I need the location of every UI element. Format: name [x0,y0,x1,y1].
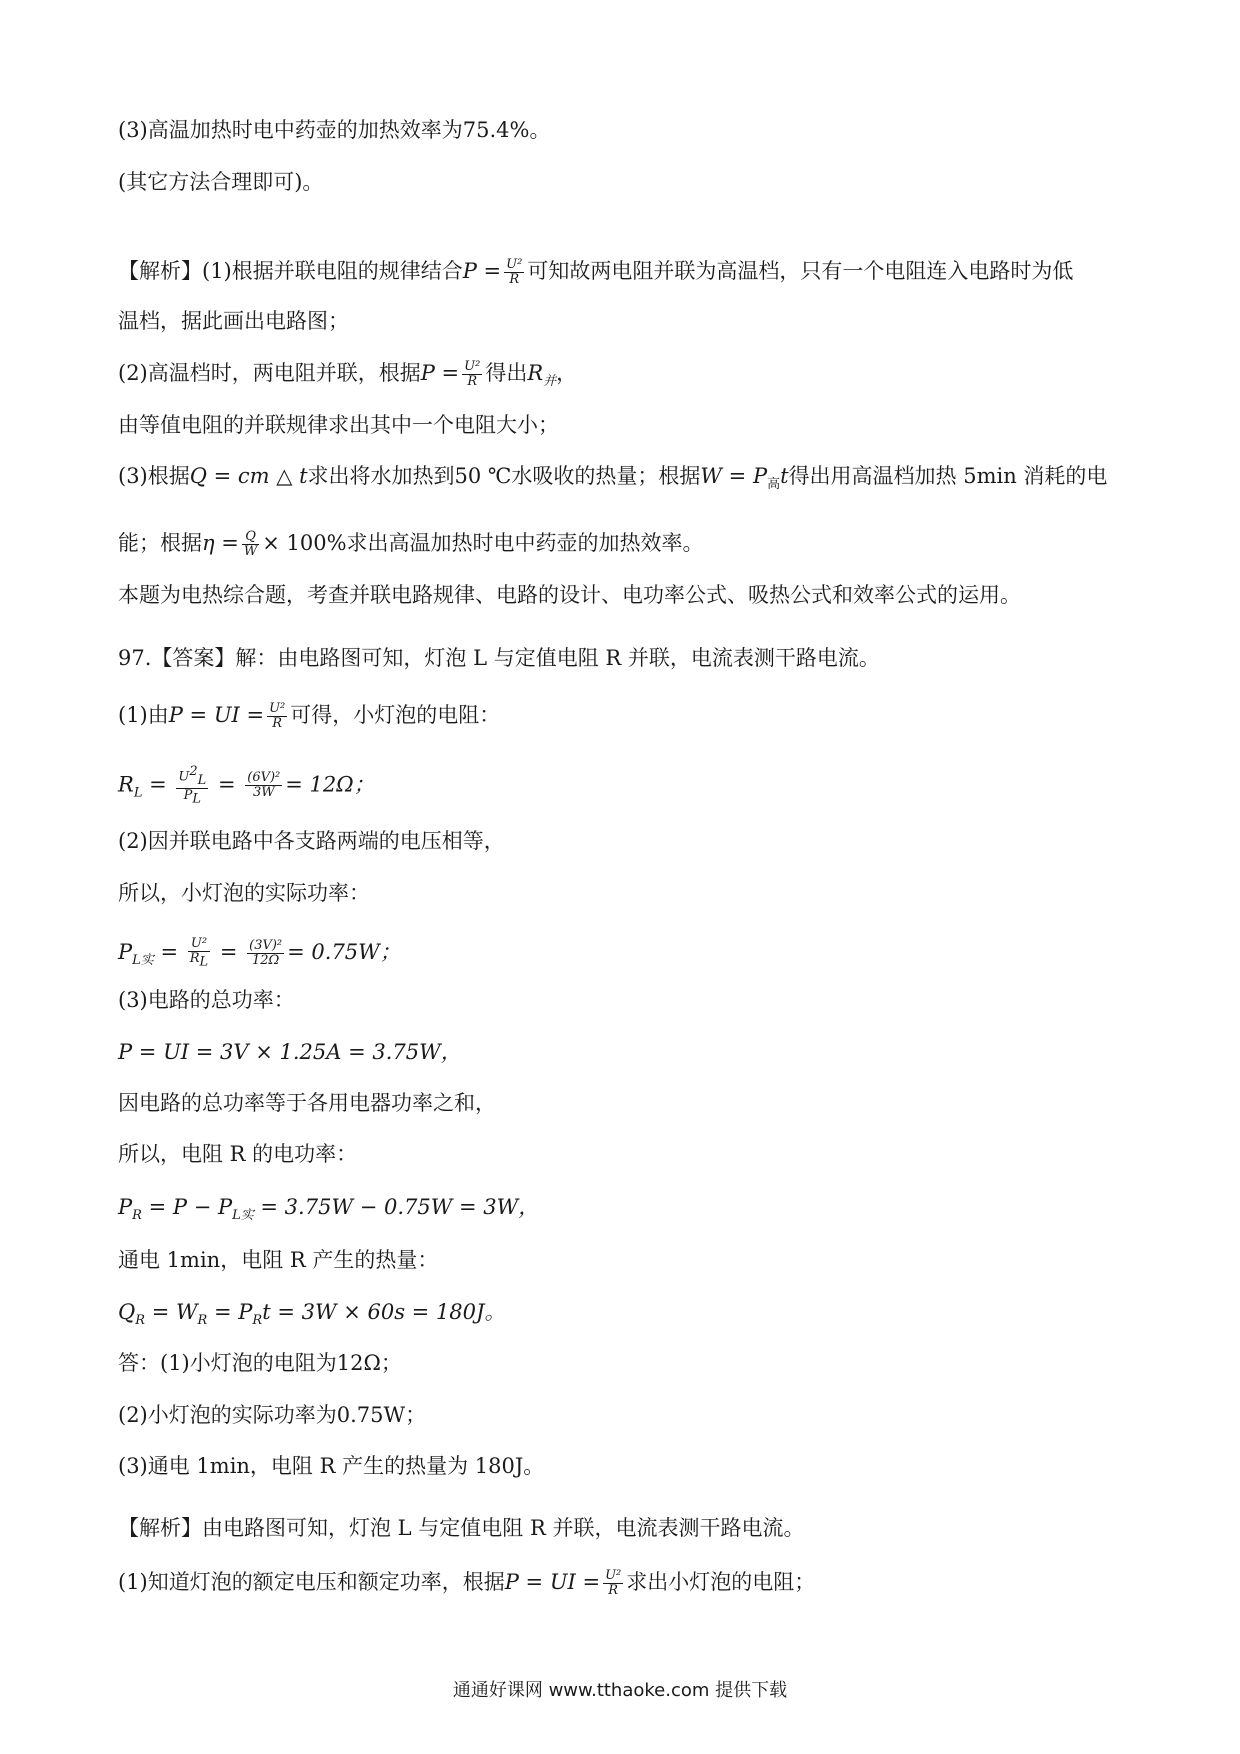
fraction-u2-over-r: $\frac{\text{U²}}{R}$ [464,359,481,389]
answer-summary-1: 答：(1)小灯泡的电阻为12Ω； [118,1351,402,1375]
answer-step-2: (2)因并联电路中各支路两端的电压相等， [118,829,505,853]
formula-total-power: P = UI = 3V × 1.25A = 3.75W， [118,1040,462,1064]
fraction-q-over-w: $\frac{Q}{W}$ [243,529,258,559]
answer-step-1: (1)由P = UI = $\frac{\text{U²}}{R}$ 可得，小灯泡的电阻： [118,701,501,731]
fraction-u2-over-r: $\frac{\text{U²}}{R}$ [605,1568,622,1598]
formula-qr: $Q_R = W_R = P_Rt = 3W \times 60s = 180J$。 [118,1300,506,1329]
analysis-summary: 本题为电热综合题，考查并联电路规律、电路的设计、电功率公式、吸热公式和效率公式的运用。 [118,583,1021,607]
answer-step-3b: 因电路的总功率等于各用电器功率之和， [118,1091,496,1115]
answer-step-2b: 所以，小灯泡的实际功率： [118,881,370,905]
answer-step-3d: 通电 1min，电阻 R 产生的热量： [118,1248,439,1272]
formula-pr: $P_R = P - P_{L实} = 3.75W - 0.75W = 3W$， [118,1195,540,1224]
fraction-3v-over-12ohm: $\frac{\text{(3V)²}}{12\Omega}$ [249,938,283,968]
analysis-line-2: 温档，据此画出电路图； [118,309,349,333]
page-footer: 通通好课网 www.tthaoke.com 提供下载 [452,1680,788,1701]
answer-summary-3: (3)通电 1min，电阻 R 产生的热量为 180J。 [118,1454,545,1478]
analysis-line-5: (3)根据Q = cm △ t求出将水加热到50 ℃水吸收的热量；根据$W = P_高t$得出用高温档加热 5min 消耗的电 [118,464,1108,493]
other-methods-note: (其它方法合理即可)。 [118,170,324,194]
fraction-u2-over-rl: $\frac{\text{U²}}{R_L}$ [189,936,209,970]
analysis-line-4: 由等值电阻的并联规律求出其中一个电阻大小； [118,413,559,437]
analysis-97-heading: 【解析】由电路图可知，灯泡 L 与定值电阻 R 并联，电流表测干路电流。 [118,1516,805,1540]
fraction-u2-over-r: $\frac{\text{U²}}{R}$ [506,257,523,287]
answer-step-3c: 所以，电阻 R 的电功率： [118,1142,358,1166]
answer-line-3: (3)高温加热时电中药壶的加热效率为75.4%。 [118,118,551,142]
formula-rl: $R_L$ = $\frac{U^2_L}{P_L}$ = $\frac{\text{(6V)²}}{3W}$ = 12Ω； [118,764,375,807]
fraction-u2-over-r: $\frac{\text{U²}}{R}$ [269,701,286,731]
question-97-answer-heading: 97.【答案】解：由电路图可知，灯泡 L 与定值电阻 R 并联，电流表测干路电流。 [118,646,880,670]
fraction-6v-over-3w: $\frac{\text{(6V)²}}{3W}$ [247,770,281,801]
formula-pl-actual: $P_{L实}$ = $\frac{\text{U²}}{R_L}$ = $\frac{\text{(3V)²}}{12\Omega}$ = 0.75W； [118,936,401,970]
fraction-ul2-over-pl: $\frac{U^2_L}{P_L}$ [178,764,207,807]
analysis-line-1: 【解析】(1)根据并联电阻的规律结合P = $\frac{\text{U²}}{R}$ 可知故两电阻并联为高温档，只有一个电阻连入电路时为低 [118,257,1074,287]
analysis-97-step-1: (1)知道灯泡的额定电压和额定功率，根据P = UI = $\frac{\text{U²}}{R}$ 求出小灯泡的电阻； [118,1568,816,1598]
analysis-line-3: (2)高温档时，两电阻并联，根据P = $\frac{\text{U²}}{R}$ 得出$R_并$， [118,359,578,390]
answer-summary-2: (2)小灯泡的实际功率为0.75W； [118,1403,427,1427]
answer-step-3: (3)电路的总功率： [118,988,295,1012]
analysis-line-6: 能；根据η = $\frac{Q}{W}$ × 100%求出高温加热时电中药壶的加热效率。 [118,529,704,559]
